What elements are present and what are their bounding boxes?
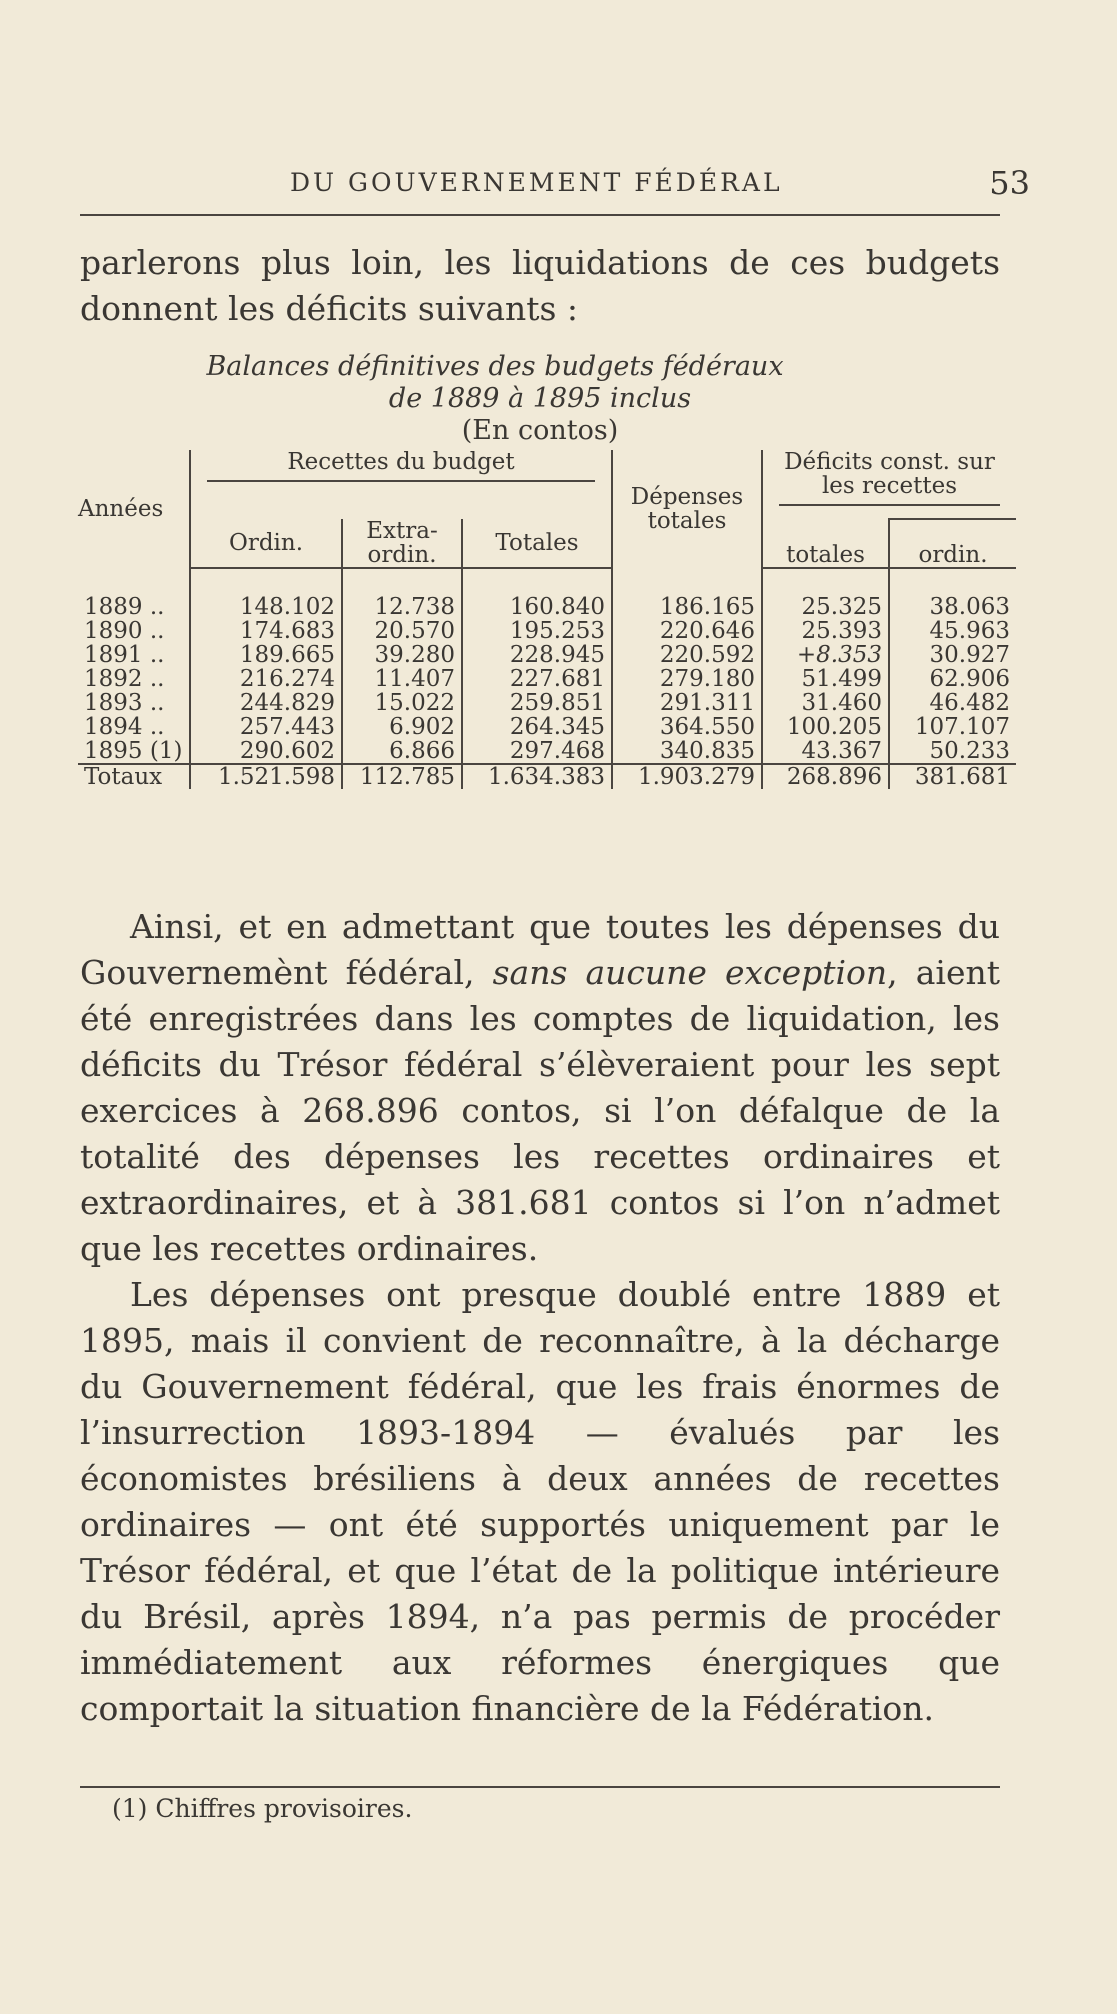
receipts-bracket [207, 480, 595, 494]
table-caption [80, 351, 1000, 447]
cell-depenses: 220.592 [612, 643, 762, 667]
cell-def-ordin: 46.482 [889, 691, 1016, 715]
paragraph-1-end: , aient été enregistrées dans les comptes de liquidation, les déficits du Trésor fédéral s’élèveraient pour les sept exercices à 268.896 contos, si l’on défalque de la totalité des dépenses les recettes ordinaires et extraordinaires, et à 381.681 contos si l’on n’admet que les recettes ordinaires. [80, 953, 1000, 1268]
cell-totales: 228.945 [462, 643, 612, 667]
cell-def-totales: 25.325 [762, 595, 889, 619]
cell-def-totales: 51.499 [762, 667, 889, 691]
budget-table [78, 450, 1016, 789]
cell-extra: 39.280 [342, 643, 462, 667]
total-extra: 112.785 [342, 764, 462, 789]
total-def-ordin: 381.681 [889, 764, 1016, 789]
cell-year: 1890 .. [84, 618, 165, 644]
table-row [78, 715, 1016, 739]
cell-extra: 6.866 [342, 739, 462, 764]
totals-row [78, 764, 1016, 789]
header-extra: Extra-ordin. [342, 519, 462, 568]
lead-paragraph: parlerons plus loin, les liquidations de ces budgets donnent les déficits suivants : [80, 243, 1000, 328]
cell-def-totales: 43.367 [762, 739, 889, 764]
cell-year: 1893 .. [84, 690, 165, 716]
header-ordin: Ordin. [190, 519, 342, 568]
cell-def-totales: 25.393 [762, 619, 889, 643]
paragraph-1-start: Ainsi, et en admettant que toutes les dépenses du Gouvernemènt fédéral, [80, 907, 1000, 992]
table-row [78, 595, 1016, 619]
cell-ordin: 148.102 [190, 595, 342, 619]
body-text [80, 904, 1000, 1732]
table-title-line2: de 1889 à 1895 inclus [388, 383, 692, 414]
table-units: (En contos) [461, 415, 619, 446]
total-totales: 1.634.383 [462, 764, 612, 789]
cell-depenses: 220.646 [612, 619, 762, 643]
cell-totales: 264.345 [462, 715, 612, 739]
cell-totales: 195.253 [462, 619, 612, 643]
table-row [78, 739, 1016, 764]
cell-extra: 15.022 [342, 691, 462, 715]
cell-def-ordin: 107.107 [889, 715, 1016, 739]
cell-depenses: 364.550 [612, 715, 762, 739]
cell-def-ordin: 62.906 [889, 667, 1016, 691]
cell-year: 1891 .. [84, 642, 165, 668]
header-years: Années [78, 496, 164, 522]
cell-depenses: 291.311 [612, 691, 762, 715]
cell-ordin: 290.602 [190, 739, 342, 764]
cell-ordin: 216.274 [190, 667, 342, 691]
cell-year: 1894 .. [84, 714, 165, 740]
header-def-ordin: ordin. [889, 519, 1016, 568]
cell-depenses: 279.180 [612, 667, 762, 691]
cell-totales: 227.681 [462, 667, 612, 691]
cell-def-ordin: 38.063 [889, 595, 1016, 619]
footnote-rule [80, 1786, 1000, 1788]
paragraph-1-emphasis: sans aucune exception [492, 953, 888, 992]
table-row [78, 619, 1016, 643]
total-depenses: 1.903.279 [612, 764, 762, 789]
cell-depenses: 340.835 [612, 739, 762, 764]
header-receipts-group [190, 450, 612, 519]
cell-totales: 297.468 [462, 739, 612, 764]
cell-ordin: 244.829 [190, 691, 342, 715]
cell-def-ordin: 30.927 [889, 643, 1016, 667]
paragraph-2: Les dépenses ont presque doublé entre 1889 et 1895, mais il convient de reconnaître, à la décharge du Gouvernement fédéral, que les frais énormes de l’insurrection 1893-1894 — évalués par les économistes brésiliens à deux années de recettes ordinaires — ont été supportés uniquement par le Trésor fédéral, et que l’état de la politique intérieure du Brésil, après 1894, n’a pas permis de procéder immédiatement aux réformes énergiques que comportait la situation financière de la Fédération. [80, 1275, 1000, 1728]
totals-label: Totaux [78, 764, 190, 789]
cell-ordin: 174.683 [190, 619, 342, 643]
cell-def-ordin: 50.233 [889, 739, 1016, 764]
cell-extra: 12.738 [342, 595, 462, 619]
table-row [78, 643, 1016, 667]
cell-year: 1889 .. [84, 594, 165, 620]
cell-year: 1892 .. [84, 666, 165, 692]
cell-totales: 259.851 [462, 691, 612, 715]
header-deficits-label: Déficits const. sur les recettes [784, 449, 995, 499]
cell-ordin: 257.443 [190, 715, 342, 739]
total-ordin: 1.521.598 [190, 764, 342, 789]
running-title: DU GOUVERNEMENT FÉDÉRAL [290, 168, 783, 197]
cell-def-totales: +8.353 [762, 643, 889, 667]
cell-def-ordin: 45.963 [889, 619, 1016, 643]
cell-def-totales: 31.460 [762, 691, 889, 715]
cell-extra: 6.902 [342, 715, 462, 739]
table-row [78, 691, 1016, 715]
cell-def-totales: 100.205 [762, 715, 889, 739]
header-depenses: Dépenses totales [612, 450, 762, 568]
header-rule [80, 214, 1000, 216]
deficits-bracket [779, 504, 1000, 518]
cell-ordin: 189.665 [190, 643, 342, 667]
footnote: (1) Chiffres provisoires. [112, 1794, 413, 1823]
cell-extra: 11.407 [342, 667, 462, 691]
total-def-totales: 268.896 [762, 764, 889, 789]
header-def-totales: totales [762, 519, 889, 568]
table-row [78, 667, 1016, 691]
header-totales: Totales [462, 519, 612, 568]
header-deficits-group [762, 450, 1016, 519]
page-number: 53 [989, 164, 1030, 202]
table-title-line1: Balances définitives des budgets fédéraux [206, 351, 784, 382]
cell-extra: 20.570 [342, 619, 462, 643]
cell-depenses: 186.165 [612, 595, 762, 619]
cell-year: 1895 (1) [84, 738, 183, 764]
header-receipts-label: Recettes du budget [287, 449, 515, 475]
paragraph-1 [80, 904, 1000, 1272]
cell-totales: 160.840 [462, 595, 612, 619]
